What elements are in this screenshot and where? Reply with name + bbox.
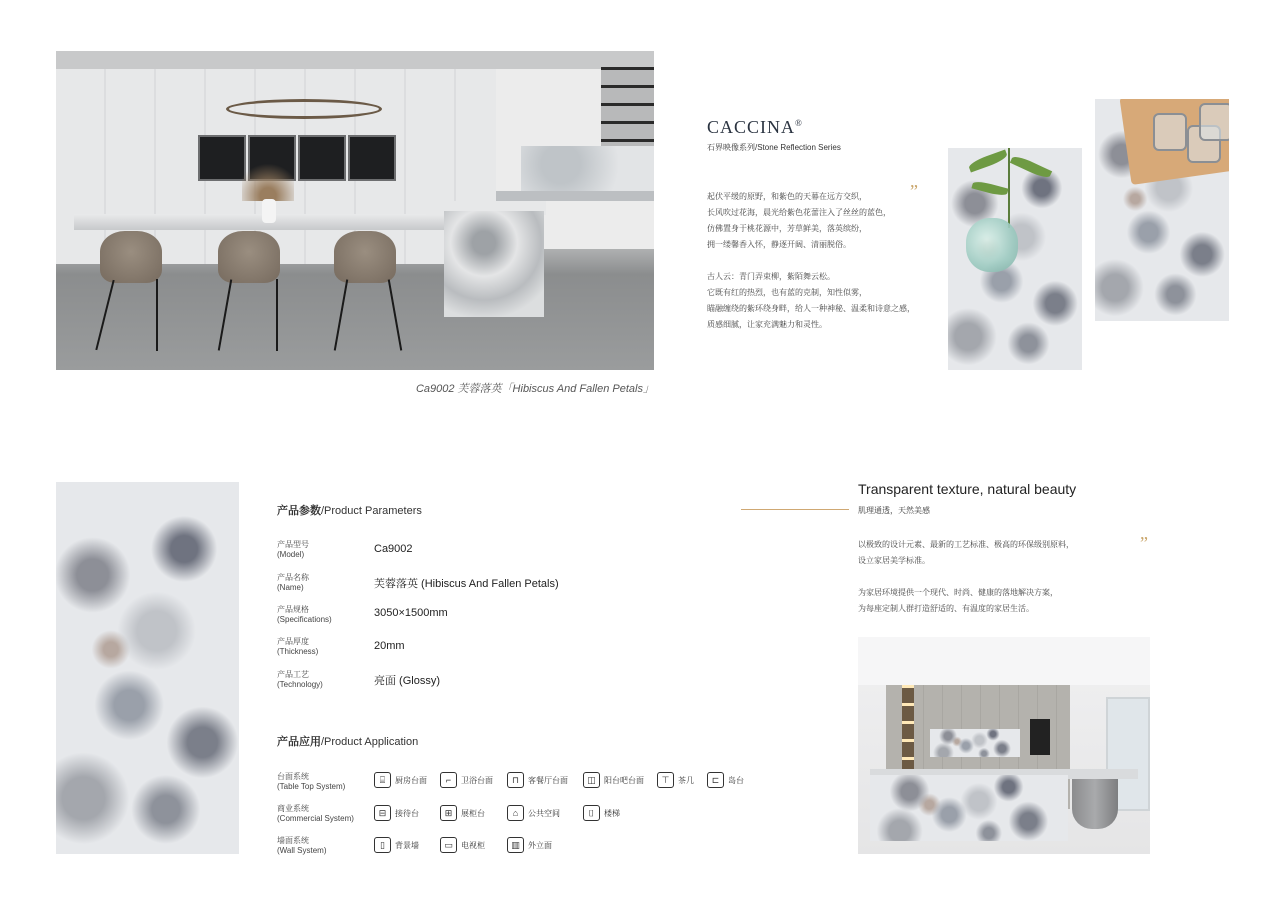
- poem-line: 质感细腻，让家充满魅力和灵性。: [707, 320, 827, 329]
- label-en: (Thickness): [277, 647, 319, 656]
- chair-leg: [388, 279, 402, 350]
- lit-shelf: [902, 685, 914, 775]
- gold-divider: [741, 509, 849, 510]
- glass-cup: [1153, 113, 1187, 151]
- glass-cup: [1199, 103, 1229, 141]
- ceiling: [56, 51, 654, 69]
- chair-leg: [334, 279, 348, 350]
- oven-4: [348, 135, 396, 181]
- app-item: [440, 772, 493, 788]
- oven: [1030, 719, 1050, 755]
- glass-shelf: [601, 67, 654, 147]
- vase-detail-photo: [948, 148, 1082, 370]
- param-label-technology: [277, 670, 357, 690]
- parameters-title-cn: 产品参数: [277, 505, 321, 517]
- poem-line: 长风吹过花海，晨光给紫色花蕾注入了丝丝的蓝色，: [707, 208, 891, 217]
- description-line: 为每座定制人群打造舒适的、有温度的家居生活。: [858, 604, 1034, 613]
- marble-backsplash: [521, 146, 654, 191]
- marble-backsplash: [930, 729, 1020, 757]
- description-paragraph-2: [858, 585, 1138, 617]
- chair-leg: [95, 280, 114, 350]
- marble-island: [444, 211, 544, 317]
- desk-icon: ⊏: [707, 772, 724, 788]
- app-item-label: 阳台吧台面: [604, 775, 644, 785]
- label-cn: 产品工艺: [277, 670, 309, 679]
- tray-detail-photo: [1095, 99, 1229, 321]
- app-item-label: 茶几: [678, 775, 694, 785]
- poem-line: 拥一缕馨香入怀，静逐开阔、清丽脱俗。: [707, 240, 851, 249]
- description-line: 设立家居美学标准。: [858, 556, 930, 565]
- tv-cabinet-icon: ▭: [440, 837, 457, 853]
- app-item: [583, 805, 620, 821]
- feature-wall-icon: ▯: [374, 837, 391, 853]
- app-item-label: 电视柜: [461, 840, 485, 850]
- logo-text: CACCINA: [707, 117, 796, 137]
- description-line: 以极致的设计元素、最新的工艺标准、极高的环保级别原料，: [858, 540, 1074, 549]
- kitchen-island-photo: [858, 637, 1150, 854]
- ceiling: [858, 637, 1150, 685]
- app-item: [440, 837, 485, 853]
- glass-vase: [966, 218, 1018, 272]
- label-cn: 产品厚度: [277, 637, 309, 646]
- registered-mark: ®: [795, 118, 803, 128]
- balcony-counter-icon: ◫: [583, 772, 600, 788]
- param-value-spec: 3050×1500mm: [374, 607, 448, 619]
- kitchen-counter: [496, 191, 654, 201]
- label-en: (Table Top System): [277, 782, 346, 791]
- island-pedestal: [1072, 779, 1118, 829]
- application-title-en: /Product Application: [321, 736, 419, 748]
- label-en: (Name): [277, 583, 304, 592]
- label-cn: 台面系统: [277, 772, 309, 781]
- param-label-name: [277, 573, 357, 593]
- app-item: [507, 772, 568, 788]
- reception-desk-icon: ⊟: [374, 805, 391, 821]
- vase: [262, 199, 276, 223]
- app-item-label: 厨房台面: [395, 775, 427, 785]
- poem-line: 瞄融缠绕的紫环绕身畔，给人一种神秘、温柔和诗意之感，: [707, 304, 915, 313]
- param-value-thickness: 20mm: [374, 640, 405, 652]
- quote-icon: ”: [910, 181, 918, 201]
- label-en: (Commercial System): [277, 814, 354, 823]
- app-item: [507, 805, 560, 821]
- coffee-table-icon: ⊤: [657, 772, 674, 788]
- app-item-label: 卫浴台面: [461, 775, 493, 785]
- series-name: 石界映像系列/Stone Reflection Series: [707, 143, 841, 152]
- display-cabinet-icon: ⊞: [440, 805, 457, 821]
- app-item: [374, 837, 419, 853]
- dried-flowers: [242, 149, 294, 201]
- poem-line: 仿佛置身于桃花源中，芳草鲜美，落英缤纷，: [707, 224, 867, 233]
- marble-dining-table: [74, 214, 499, 230]
- leaf: [967, 149, 1008, 172]
- chair: [100, 231, 162, 283]
- param-label-thickness: [277, 637, 357, 657]
- app-item-label: 楼梯: [604, 808, 620, 818]
- app-item-label: 展柜台: [461, 808, 485, 818]
- app-item: [440, 805, 485, 821]
- oven-3: [298, 135, 346, 181]
- marble-slab-photo: [56, 482, 239, 854]
- param-value-name: 芙蓉落英 (Hibiscus And Fallen Petals): [374, 578, 559, 590]
- label-cn: 产品规格: [277, 605, 309, 614]
- bathroom-counter-icon: ⌐: [440, 772, 457, 788]
- param-label-model: [277, 540, 357, 560]
- label-en: (Wall System): [277, 846, 327, 855]
- poem-line: 它既有红的热烈，也有蓝的克制，知性似雾，: [707, 288, 867, 297]
- dining-table-icon: ⊓: [507, 772, 524, 788]
- app-item-label: 岛台: [728, 775, 744, 785]
- param-value-technology: 亮面 (Glossy): [374, 675, 440, 687]
- leaf: [971, 179, 1008, 197]
- poem-stanza-1: [707, 189, 917, 253]
- marble-island: [870, 775, 1068, 841]
- app-item-label: 外立面: [528, 840, 552, 850]
- description-line: 为家居环境提供一个现代、时尚、健康的落地解决方案，: [858, 588, 1058, 597]
- app-item: [374, 805, 419, 821]
- oven-1: [198, 135, 246, 181]
- app-item-label: 接待台: [395, 808, 419, 818]
- param-label-spec: [277, 605, 357, 625]
- chair-leg: [276, 279, 278, 351]
- label-cn: 产品型号: [277, 540, 309, 549]
- stairs-icon: ⌷: [583, 805, 600, 821]
- system-label-commercial: [277, 804, 367, 824]
- app-item: [583, 772, 644, 788]
- label-en: (Technology): [277, 680, 323, 689]
- application-title-cn: 产品应用: [277, 736, 321, 748]
- label-cn: 产品名称: [277, 573, 309, 582]
- photo-caption: Ca9002 芙蓉落英「Hibiscus And Fallen Petals」: [415, 383, 654, 395]
- poem-stanza-2: [707, 269, 927, 333]
- tagline-subtitle: 肌理通透，天然美感: [858, 506, 930, 515]
- chair: [334, 231, 396, 283]
- kitchen-dining-photo: [56, 51, 654, 370]
- app-item: [374, 772, 427, 788]
- app-item-label: 公共空间: [528, 808, 560, 818]
- kitchen-counter-icon: ⌸: [374, 772, 391, 788]
- public-space-icon: ⌂: [507, 805, 524, 821]
- app-item-label: 背景墙: [395, 840, 419, 850]
- app-item: [507, 837, 552, 853]
- pendant-lamp: [226, 99, 382, 119]
- param-value-model: Ca9002: [374, 543, 413, 555]
- system-label-wall: [277, 836, 367, 856]
- label-cn: 商业系统: [277, 804, 309, 813]
- parameters-title-en: /Product Parameters: [321, 505, 422, 517]
- poem-line: 古人云：青门弄束柳，紫陌舞云松。: [707, 272, 835, 281]
- parameters-title: [277, 502, 422, 518]
- label-en: (Model): [277, 550, 305, 559]
- poem-line: 起伏平缓的原野，和紫色的天幕在远方交织，: [707, 192, 867, 201]
- system-label-table-top: [277, 772, 367, 792]
- quote-icon: ”: [1140, 533, 1148, 553]
- application-title: [277, 733, 418, 749]
- description-paragraph-1: [858, 537, 1138, 569]
- app-item: [707, 772, 744, 788]
- brand-logo: [707, 117, 803, 138]
- tagline-title: Transparent texture, natural beauty: [858, 481, 1077, 497]
- app-item-label: 客餐厅台面: [528, 775, 568, 785]
- exterior-wall-icon: ▥: [507, 837, 524, 853]
- leaf: [1010, 154, 1052, 181]
- label-cn: 墙面系统: [277, 836, 309, 845]
- chair: [218, 231, 280, 283]
- chair-leg: [218, 279, 232, 350]
- app-item: [657, 772, 694, 788]
- label-en: (Specifications): [277, 615, 332, 624]
- chair-leg: [156, 279, 158, 351]
